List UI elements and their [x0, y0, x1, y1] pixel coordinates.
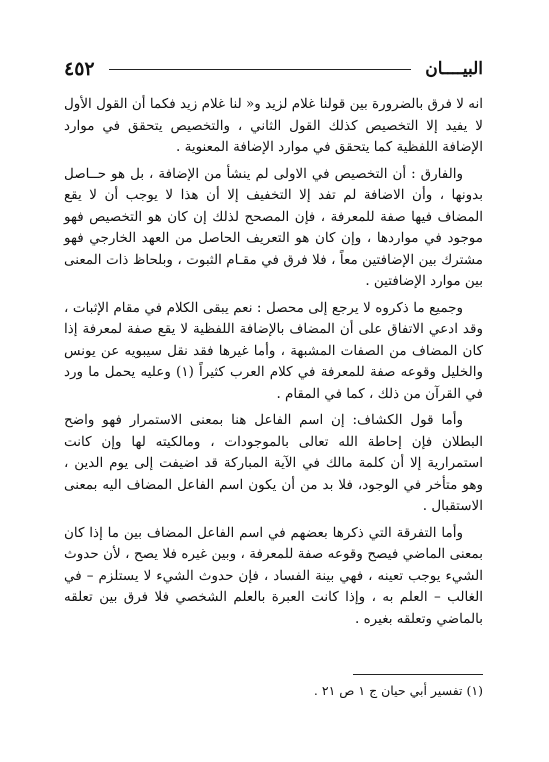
- paragraph-4: وأما قول الكشاف: إن اسم الفاعل هنا بمعنى الاستمرار فهو واضح البطلان فإن إحاطة الله تعالى بالموجودات ، ومالكيته لها وإن كانت استمرارية إلا أن كلمة مالك في الآية المباركة قد اضيفت إلى يوم الدين ، وهو متأخر في الوجود، فلا بد من أن يكون اسم الفاعل المضاف اليه بمعنى الاستقبال .: [64, 412, 483, 514]
- footnote-rule: [353, 674, 483, 675]
- paragraph-5: وأما التفرقة التي ذكرها بعضهم في اسم الفاعل المضاف بين ما إذا كان بمعنى الماضي فيصح وقوعه صفة للمعرفة ، وبين غيره فلا يصح ، لأن حدوث الشيء يوجب تعينه ، فهي بينة الفساد ، فإن حدوث الشيء لا يستلزم – في الغالب – العلم به ، وإذا كانت العبرة بالعلم الشخصي فلا فرق بين تعلقه بالماضي وتعلقه بغيره .: [64, 524, 483, 627]
- page-header: [64, 58, 483, 80]
- footnote: (١) تفسير أبي حيان ج ١ ص ٢١ .: [313, 683, 483, 698]
- running-title: البيــــان: [425, 59, 483, 79]
- header-rule: [109, 69, 412, 70]
- page-number: ٤٥٢: [64, 58, 95, 80]
- paragraph-3: وجميع ما ذكروه لا يرجع إلى محصل : نعم يبقى الكلام في مقام الإثبات ، وقد ادعي الاتفاق على أن المضاف بالإضافة اللفظية لا يقع صفة لمعرفة إذا كان المضاف من الصفات المشبهة ، وأما غيرها فقد نقل سيبويه عن يونس والخليل وقوعه صفة للمعرفة في كلام العرب كثيراً (١) وعليه يحمل ما ورد في القرآن من ذلك ، كما في المقام .: [64, 299, 483, 402]
- paragraph-1: انه لا فرق بالضرورة بين قولنا غلام لزيد و‌« لنا غلام زيد فكما أن القول الأول لا يفيد إلا التخصيص كذلك القول الثاني ، والتخصيص يتحقق في موارد الإضافة اللفظية كما يتحقق في موارد الإضافة المعنوية .: [64, 96, 483, 155]
- main-text: [64, 94, 483, 635]
- paragraph-2: والفارق : أن التخصيص في الاولى لم ينشأ من الإضافة ، بل هو حــاصل بدونها ، وأن الاضافة لم تفد إلا التخفيف إلا أن هذا لا يوجب أن لا يقع المضاف فيها صفة للمعرفة ، فإن المصحح لذلك إن كان هو التخصيص فهو موجود في مواردها ، وإن كان هو التعريف الحاصل من العهد الخارجي فهو مشترك بين الإضافتين معاً ، فلا فرق في مقـام الثبوت ، وبلحاظ ذات المعنى بين موارد الإضافتين .: [64, 165, 483, 289]
